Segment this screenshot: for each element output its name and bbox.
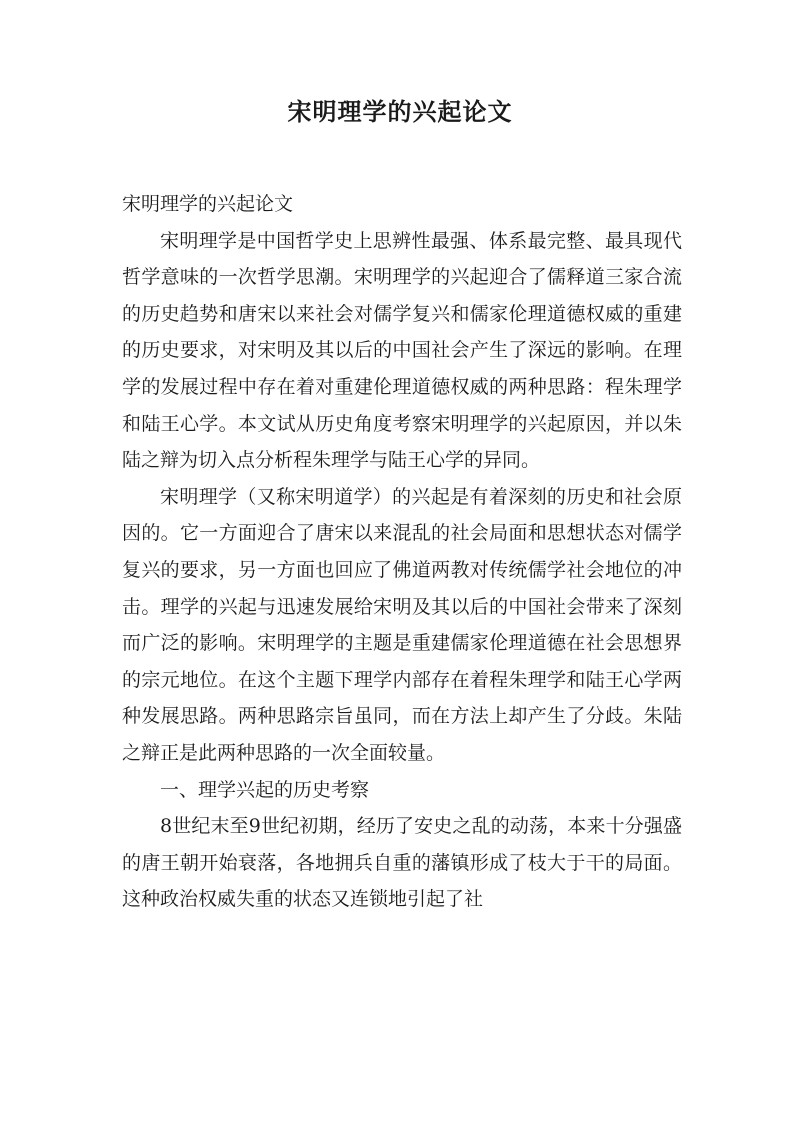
section-heading: 一、理学兴起的历史考察: [160, 778, 370, 801]
document-subtitle: 宋明理学的兴起论文: [122, 193, 294, 215]
paragraph-section-one: 8世纪末至9世纪初期，经历了安史之乱的动荡，本来十分强盛的唐王朝开始衰落，各地拥兵自重的藩镇形成了枝大于干的局面。这种政治权威失重的状态又连锁地引起了社: [122, 815, 682, 911]
document-body: [122, 186, 682, 918]
document-title: 宋明理学的兴起论文: [287, 97, 513, 126]
paragraph-background: 宋明理学（又称宋明道学）的兴起是有着深刻的历史和社会原因的。它一方面迎合了唐宋以来混乱的社会局面和思想状态对儒学复兴的要求，另一方面也回应了佛道两教对传统儒学社会地位的冲击。理学的兴起与迅速发展给宋明及其以后的中国社会带来了深刻而广泛的影响。宋明理学的主题是重建儒家伦理道德在社会思想界的宗元地位。在这个主题下理学内部存在着程朱理学和陆王心学两种发展思路。两种思路宗旨虽同，而在方法上却产生了分歧。朱陆之辩正是此两种思路的一次全面较量。: [122, 485, 682, 764]
paragraph-intro: 宋明理学是中国哲学史上思辨性最强、体系最完整、最具现代哲学意味的一次哲学思潮。宋明理学的兴起迎合了儒释道三家合流的历史趋势和唐宋以来社会对儒学复兴和儒家伦理道德权威的重建的历史要求，对宋明及其以后的中国社会产生了深远的影响。在理学的发展过程中存在着对重建伦理道德权威的两种思路：程朱理学和陆王心学。本文试从历史角度考察宋明理学的兴起原因，并以朱陆之辩为切入点分析程朱理学与陆王心学的异同。: [122, 229, 682, 472]
